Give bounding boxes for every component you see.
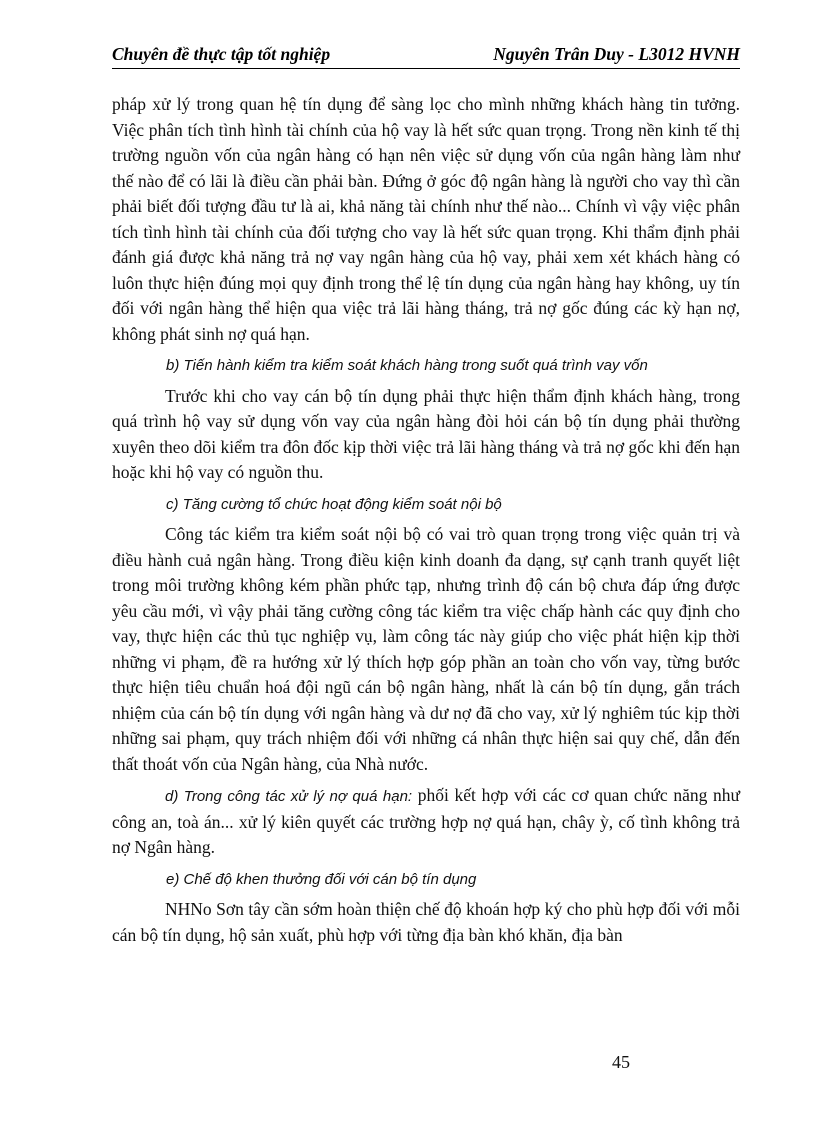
- paragraph-b: Trước khi cho vay cán bộ tín dụng phải thực hiện thẩm định khách hàng, trong quá trình hộ vay sử dụng vốn vay của ngân hàng đòi hỏi cán bộ tín dụng phải thường xuyên theo dõi kiểm tra đôn đốc kịp thời việc trả lãi hàng tháng và trả nợ gốc khi đến hạn hoặc khi hộ vay có nguồn thu.: [112, 385, 740, 482]
- heading-c: c) Tăng cường tổ chức hoạt động kiểm soát nội bộ: [166, 495, 502, 513]
- header-rule: [112, 68, 740, 69]
- header-author: Nguyên Trân Duy - L3012 HVNH: [493, 44, 740, 64]
- heading-e: e) Chế độ khen thưởng đối với cán bộ tín dụng: [166, 870, 477, 888]
- paragraph-d-lead: d) Trong công tác xử lý nợ quá hạn:: [165, 788, 413, 805]
- paragraph-c: Công tác kiểm tra kiểm soát nội bộ có vai trò quan trọng trong việc quản trị và điều hành cuả ngân hàng. Trong điều kiện kinh doanh đa dạng, sự cạnh tranh quyết liệt trong môi trường không kém phần phức tạp, nhưng trình độ cán bộ chưa đáp ứng được yêu cầu mới, vì vậy phải tăng cường công tác kiểm tra việc chấp hành các quy định cho vay, thực hiện các thủ tục nghiệp vụ, làm công tác này giúp cho việc phát hiện kịp thời những vi phạm, đề ra hướng xử lý thích hợp góp phần an toàn cho vốn vay, từng bước thực hiện tiêu chuẩn hoá đội ngũ cán bộ ngân hàng, nhất là cán bộ tín dụng, gắn trách nhiệm của cán bộ tín dụng với ngân hàng và dư nợ đã cho vay, xử lý nghiêm túc kịp thời những sai phạm, quy trách nhiệm đối với những cá nhân thực hiện sai quy chế, dẫn đến thất thoát vốn của Ngân hàng, của Nhà nước.: [112, 524, 740, 774]
- page-number: 45: [612, 1052, 630, 1072]
- header-title: Chuyên đề thực tập tốt nghiệp: [112, 44, 331, 64]
- paragraph-d-text: phối kết hợp với các cơ quan chức năng như công an, toà án... xử lý kiên quyết các trường hợp nợ quá hạn, chây ỳ, cố tình không trả nợ Ngân hàng.: [112, 785, 740, 857]
- page-header: [112, 42, 740, 68]
- paragraph-e: NHNo Sơn tây cần sớm hoàn thiện chế độ khoán hợp ký cho phù hợp đối với mỗi cán bộ tín dụng, hộ sản xuất, phù hợp với từng địa bàn khó khăn, địa bàn: [112, 899, 740, 945]
- document-body: [112, 92, 740, 948]
- paragraph-d: [112, 783, 740, 861]
- paragraph-continuation: pháp xử lý trong quan hệ tín dụng để sàng lọc cho mình những khách hàng tin tưởng. Việc phân tích tình hình tài chính của hộ vay là hết sức quan trọng. Trong nền kinh tế thị trường nguồn vốn của ngân hàng có hạn nên việc sử dụng vốn của ngân hàng làm như thế nào để có lãi là điều cần phải bàn. Đứng ở góc độ ngân hàng là người cho vay thì cần phải biết đối tượng đầu tư là ai, khả năng tài chính như thế nào... Chính vì vậy việc phân tích tình hình tài chính của đối tượng cho vay là hết sức quan trọng. Khi thẩm định phải đánh giá được khả năng trả nợ vay ngân hàng của hộ vay, phải xem xét khách hàng có luôn thực hiện đúng mọi quy định trong thể lệ tín dụng của ngân hàng hay không, uy tín đối với ngân hàng thể hiện qua việc trả lãi hàng tháng, trả nợ gốc đúng các kỳ hạn nợ, không phát sinh nợ quá hạn.: [112, 94, 740, 344]
- heading-b: b) Tiến hành kiểm tra kiểm soát khách hàng trong suốt quá trình vay vốn: [166, 357, 648, 374]
